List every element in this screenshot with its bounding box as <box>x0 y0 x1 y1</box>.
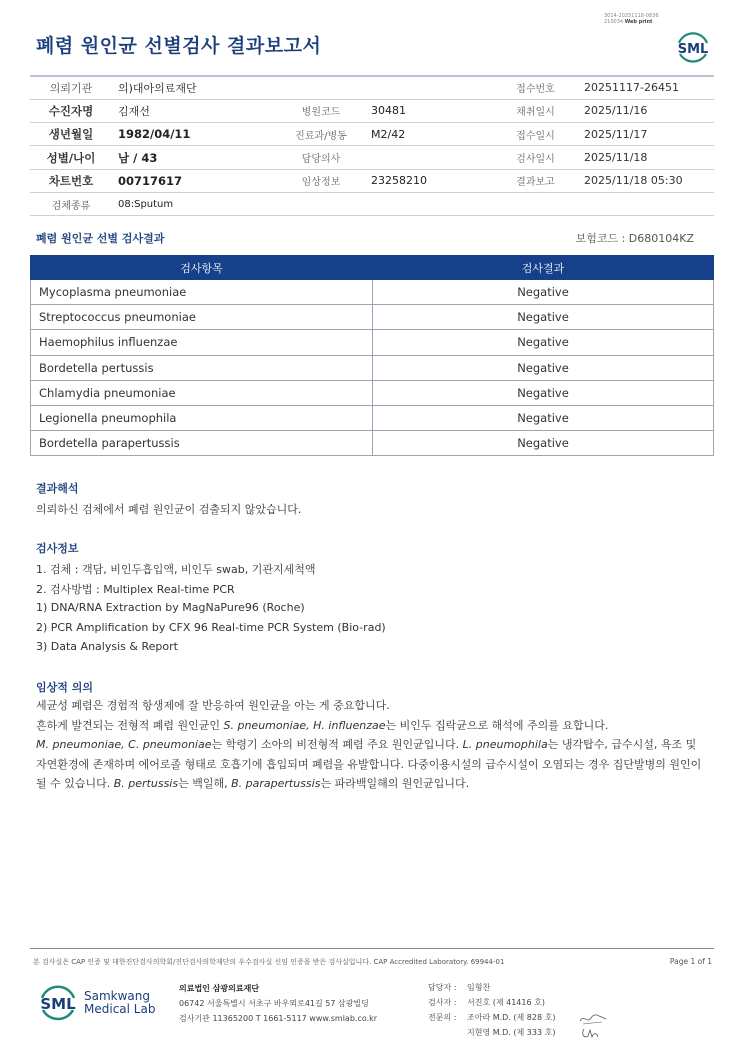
footer-divider <box>30 948 714 949</box>
clinical-text-span: 될 수 있습니다. <box>36 777 114 791</box>
test-info-line: 1) DNA/RNA Extraction by MagNaPure96 (Roche) <box>36 601 305 614</box>
lab-brand <box>84 990 155 1016</box>
label-birth-date: 생년월일 <box>30 123 112 146</box>
test-result: Negative <box>373 355 714 380</box>
clinical-line: 세균성 폐렴은 경험적 항생제에 잘 반응하여 원인균을 아는 게 중요합니다. <box>36 699 390 712</box>
value-birth-date: 1982/04/11 <box>112 123 277 146</box>
value-accession-number: 20251117-26451 <box>578 76 714 99</box>
clinical-text-span: 는 백일해, <box>178 777 232 791</box>
table-row <box>31 380 714 405</box>
test-item: Bordetella parapertussis <box>31 431 373 456</box>
staff-row <box>428 980 555 995</box>
value-clinical-info: 23258210 <box>365 169 493 192</box>
label-requesting-institution: 의뢰기관 <box>30 76 112 99</box>
label-physician: 담당의사 <box>277 146 365 169</box>
info-row <box>30 76 714 99</box>
test-item: Haemophilus influenzae <box>31 330 373 355</box>
label-hospital-code: 병원코드 <box>277 99 365 122</box>
staff-name: 조아라 M.D. (제 828 호) <box>467 1013 556 1022</box>
patient-info-table <box>30 75 714 216</box>
results-section-title: 폐렴 원인균 선별 검사결과 <box>36 232 165 245</box>
accreditation-note: 본 검사실은 CAP 인증 및 대한진단검사의학회/진단검사의학재단의 우수검사실 신임 인증을 받은 검사실입니다. CAP Accredited Laboratory. 69944-01 <box>33 958 505 966</box>
organization-address: 06742 서울특별시 서초구 바우뫼로41길 57 삼광빌딩 <box>179 999 369 1008</box>
info-row <box>30 99 714 122</box>
test-item: Legionella pneumophila <box>31 405 373 430</box>
interpretation-text: 의뢰하신 검체에서 폐렴 원인균이 검출되지 않았습니다. <box>36 503 302 516</box>
table-row <box>31 305 714 330</box>
clinical-text-span: 는 냉각탑수, 급수시설, 욕조 및 <box>547 738 697 752</box>
organism-name: M. pneumoniae, C. pneumoniae <box>36 738 212 752</box>
value-sex-age: 남 / 43 <box>112 146 277 169</box>
label-patient-name: 수진자명 <box>30 99 112 122</box>
clinical-text-span: 흔하게 발견되는 전형적 폐렴 원인균인 <box>36 718 224 732</box>
label-specimen-type: 검체종류 <box>30 192 112 215</box>
test-info-line: 2) PCR Amplification by CFX 96 Real-time PCR System (Bio-rad) <box>36 621 386 634</box>
test-info-title: 검사정보 <box>36 542 79 555</box>
organization-name: 의료법인 삼광의료재단 <box>179 984 260 993</box>
column-header-result: 검사결과 <box>373 256 714 280</box>
test-result: Negative <box>373 431 714 456</box>
value-department-ward: M2/42 <box>365 123 493 146</box>
sml-footer-logo-icon <box>36 980 80 1024</box>
insurance-code: 보험코드 : D680104KZ <box>575 232 694 245</box>
test-item: Chlamydia pneumoniae <box>31 380 373 405</box>
value-chart-number: 00717617 <box>112 169 277 192</box>
staff-name: 임형찬 <box>467 983 491 992</box>
staff-name: 지현영 M.D. (제 333 호) <box>467 1028 556 1037</box>
table-row <box>31 405 714 430</box>
clinical-text-span: 는 학령기 소아의 비전형적 폐렴 주요 원인균입니다. <box>211 738 463 752</box>
value-hospital-code: 30481 <box>365 99 493 122</box>
value-received-date: 2025/11/17 <box>578 123 714 146</box>
organism-name: S. pneumoniae, H. influenzae <box>223 718 386 732</box>
interpretation-title: 결과해석 <box>36 482 79 495</box>
organism-name: B. parapertussis <box>231 777 321 791</box>
value-patient-name: 김재선 <box>112 99 277 122</box>
info-row <box>30 169 714 192</box>
organization-contact: 검사기관 11365200 T 1661-5117 www.smlab.co.kr <box>179 1014 378 1023</box>
clinical-text-span: 는 파라백일해의 원인균입니다. <box>320 777 470 791</box>
report-title: 폐렴 원인균 선별검사 결과보고서 <box>36 35 322 57</box>
staff-role: 전문의 : <box>428 1013 457 1022</box>
value-collection-date: 2025/11/16 <box>578 99 714 122</box>
report-code-line2: 210034 <box>604 19 624 25</box>
clinical-significance-text <box>36 696 726 794</box>
results-table <box>30 255 714 456</box>
results-header-row <box>31 256 714 280</box>
value-result-report: 2025/11/18 05:30 <box>578 169 714 192</box>
staff-role: 담당자 : <box>428 983 457 992</box>
label-received-date: 접수일시 <box>493 123 578 146</box>
footer-logo-text: SML <box>40 995 76 1013</box>
brand-line1: Samkwang <box>84 989 150 1003</box>
organism-name: L. pneumophila <box>462 738 548 752</box>
label-department-ward: 진료과/병동 <box>277 123 365 146</box>
organization-info <box>179 981 377 1026</box>
test-info-line: 2. 검사방법 : Multiplex Real-time PCR <box>36 583 235 596</box>
web-print-label: Web print <box>624 19 653 25</box>
test-result: Negative <box>373 280 714 305</box>
test-result: Negative <box>373 380 714 405</box>
value-physician <box>365 146 493 169</box>
table-row <box>31 280 714 305</box>
test-item: Streptococcus pneumoniae <box>31 305 373 330</box>
signature-icon <box>578 1012 608 1026</box>
value-specimen-type: 08:Sputum <box>112 192 714 215</box>
signature-icon <box>578 1026 608 1040</box>
clinical-title: 임상적 의의 <box>36 681 93 694</box>
info-row <box>30 146 714 169</box>
test-info-line: 1. 검체 : 객담, 비인두흡입액, 비인두 swab, 기관지세척액 <box>36 563 316 576</box>
clinical-line: 자연환경에 존재하며 에어로졸 형태로 호흡기에 흡입되며 폐렴을 유발합니다. 다중이용시설의 급수시설이 오염되는 경우 집단발병의 원인이 <box>36 757 702 771</box>
label-chart-number: 차트번호 <box>30 169 112 192</box>
test-result: Negative <box>373 405 714 430</box>
report-code <box>604 13 659 25</box>
label-test-date: 검사일시 <box>493 146 578 169</box>
staff-role: 검사자 : <box>428 998 457 1007</box>
value-test-date: 2025/11/18 <box>578 146 714 169</box>
staff-row <box>428 1025 555 1040</box>
table-row <box>31 431 714 456</box>
table-row <box>31 355 714 380</box>
test-item: Mycoplasma pneumoniae <box>31 280 373 305</box>
organism-name: B. pertussis <box>113 777 179 791</box>
test-item: Bordetella pertussis <box>31 355 373 380</box>
clinical-line <box>36 735 726 755</box>
label-sex-age: 성별/나이 <box>30 146 112 169</box>
page-number: Page 1 of 1 <box>669 957 712 966</box>
column-header-item: 검사항목 <box>31 256 373 280</box>
sml-logo-icon <box>673 27 713 65</box>
brand-line2: Medical Lab <box>84 1002 156 1016</box>
test-result: Negative <box>373 330 714 355</box>
test-info-line: 3) Data Analysis & Report <box>36 640 178 653</box>
label-result-report: 결과보고 <box>493 169 578 192</box>
report-code-line1: 3014-20251118-0836 <box>604 13 659 19</box>
info-row <box>30 192 714 215</box>
staff-row <box>428 995 555 1010</box>
sml-logo-text: SML <box>677 42 709 57</box>
clinical-text-span: 는 비인두 집락균으로 해석에 주의를 요합니다. <box>385 718 609 732</box>
label-collection-date: 채취일시 <box>493 99 578 122</box>
label-accession-number: 접수번호 <box>493 76 578 99</box>
staff-row <box>428 1010 555 1025</box>
clinical-line <box>36 774 726 794</box>
table-row <box>31 330 714 355</box>
staff-name: 서진호 (제 41416 호) <box>467 998 545 1007</box>
info-row <box>30 123 714 146</box>
staff-list <box>428 980 555 1040</box>
value-requesting-institution: 의)대아의료재단 <box>112 76 493 99</box>
clinical-line <box>36 716 726 736</box>
label-clinical-info: 임상정보 <box>277 169 365 192</box>
test-result: Negative <box>373 305 714 330</box>
